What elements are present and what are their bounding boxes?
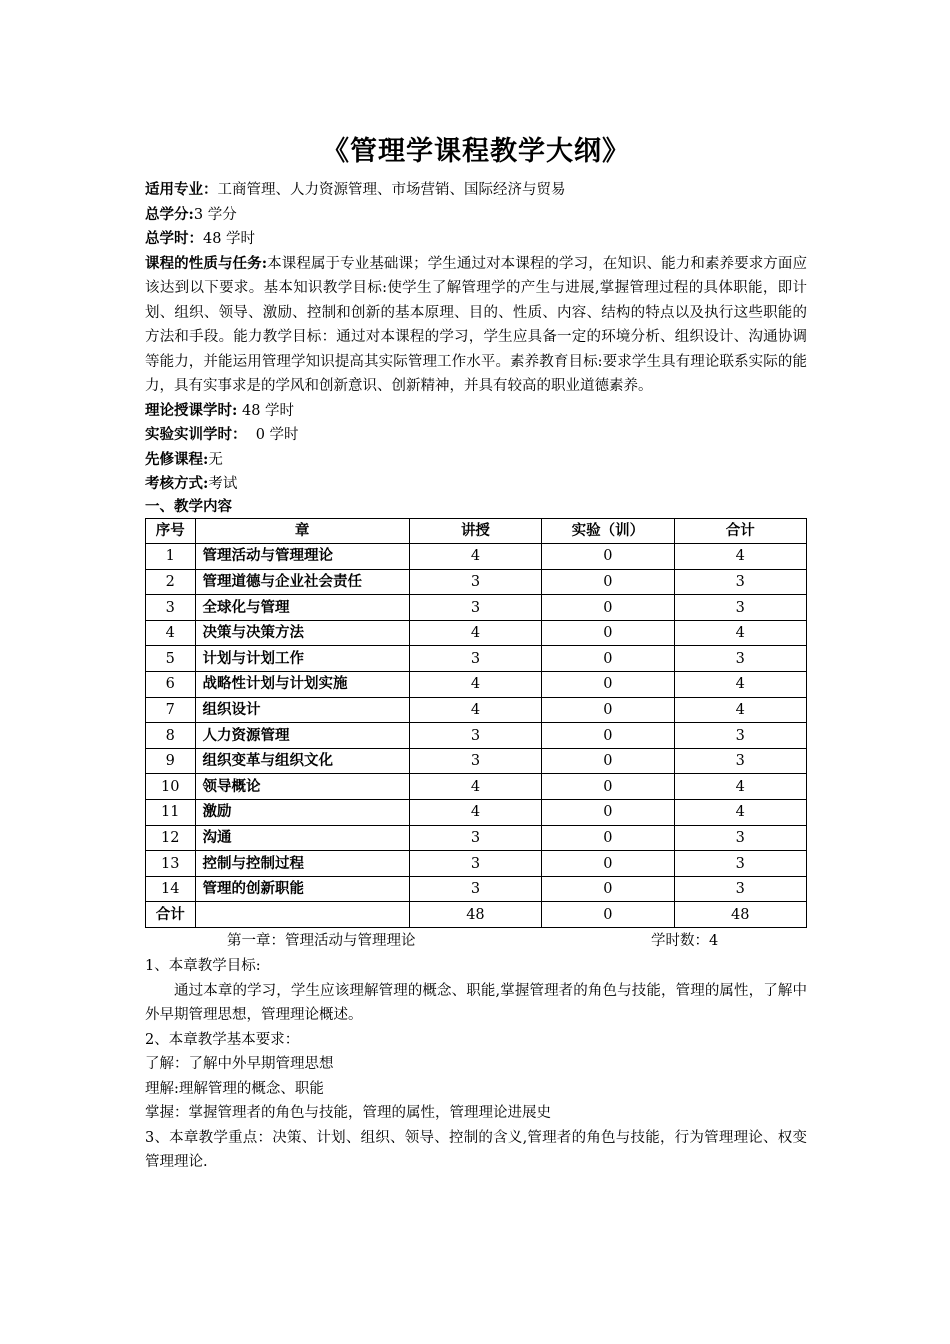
cell-lab: 0 — [542, 620, 674, 646]
table-row — [146, 697, 807, 723]
cell-index: 4 — [146, 620, 196, 646]
cell-lecture: 3 — [409, 646, 541, 672]
cell-index: 13 — [146, 851, 196, 877]
cell-lecture: 3 — [409, 748, 541, 774]
cell-chapter: 控制与控制过程 — [195, 851, 409, 877]
field-credits — [145, 203, 807, 228]
cell-total: 3 — [674, 876, 806, 902]
cell-chapter: 领导概论 — [195, 774, 409, 800]
cell-total: 3 — [674, 646, 806, 672]
cell-chapter: 决策与决策方法 — [195, 620, 409, 646]
field-prereq-label: 先修课程: — [145, 450, 209, 468]
chapter1-goal-text: 通过本章的学习，学生应该理解管理的概念、职能,掌握管理者的角色与技能，管理的属性，了解中外早期管理思想，管理理论概述。 — [145, 982, 807, 1023]
chapter1-req-understand: 理解:理解管理的概念、职能 — [145, 1080, 324, 1097]
cell-lab: 0 — [542, 800, 674, 826]
cell-lecture: 4 — [409, 544, 541, 570]
field-lab — [145, 423, 807, 448]
field-theory-value: 48 学时 — [237, 402, 295, 419]
field-major-value: 工商管理、人力资源管理、市场营销、国际经济与贸易 — [217, 182, 566, 198]
cell-chapter: 人力资源管理 — [195, 723, 409, 749]
cell-lab: 0 — [542, 672, 674, 698]
chapter1-req-know: 了解：了解中外早期管理思想 — [145, 1056, 334, 1072]
cell-index: 3 — [146, 595, 196, 621]
field-hours-label: 总学时： — [145, 230, 203, 247]
table-body — [146, 544, 807, 928]
chapter1-req-heading: 2、本章教学基本要求： — [145, 1031, 300, 1048]
cell-total: 3 — [674, 825, 806, 851]
cell-chapter: 组织设计 — [195, 697, 409, 723]
chapter1-key-points: 3、本章教学重点：决策、计划、组织、领导、控制的含义,管理者的角色与技能，行为管理理论、权变管理理论. — [145, 1129, 807, 1170]
table-row — [146, 544, 807, 570]
field-nature-label: 课程的性质与任务: — [145, 254, 268, 272]
field-assess-label: 考核方式: — [145, 475, 209, 492]
field-assess — [145, 472, 807, 497]
cell-index: 2 — [146, 569, 196, 595]
header-lab: 实验（训） — [542, 518, 674, 544]
cell-total: 4 — [674, 800, 806, 826]
cell-lecture: 3 — [409, 569, 541, 595]
table-row — [146, 723, 807, 749]
field-lab-label: 实验实训学时： — [145, 426, 247, 443]
cell-lab: 0 — [542, 595, 674, 621]
field-hours — [145, 227, 807, 252]
cell-chapter: 管理活动与管理理论 — [195, 544, 409, 570]
cell-chapter: 沟通 — [195, 825, 409, 851]
field-credits-value: 3 学分 — [193, 206, 237, 223]
field-hours-value: 48 学时 — [203, 231, 256, 247]
cell-lecture: 4 — [409, 672, 541, 698]
cell-total: 3 — [674, 748, 806, 774]
cell-index: 11 — [146, 800, 196, 826]
cell-index: 10 — [146, 774, 196, 800]
cell-index: 8 — [146, 723, 196, 749]
cell-lab: 0 — [542, 774, 674, 800]
cell-total: 4 — [674, 620, 806, 646]
cell-chapter: 管理的创新职能 — [195, 876, 409, 902]
cell-lecture: 3 — [409, 825, 541, 851]
table-row — [146, 672, 807, 698]
cell-total: 4 — [674, 697, 806, 723]
cell-index: 1 — [146, 544, 196, 570]
field-prereq-value: 无 — [208, 451, 223, 468]
cell-index: 5 — [146, 646, 196, 672]
table-row — [146, 774, 807, 800]
cell-lab: 0 — [542, 697, 674, 723]
field-major — [145, 178, 807, 203]
cell-index: 9 — [146, 748, 196, 774]
document-content — [145, 136, 807, 1175]
cell-index: 14 — [146, 876, 196, 902]
cell-lab: 0 — [542, 876, 674, 902]
field-theory-label: 理论授课学时: — [145, 401, 238, 419]
header-index: 序号 — [146, 518, 196, 544]
cell-index: 6 — [146, 672, 196, 698]
cell-chapter: 战略性计划与计划实施 — [195, 672, 409, 698]
cell-total: 4 — [674, 774, 806, 800]
table-row — [146, 620, 807, 646]
cell-total: 4 — [674, 672, 806, 698]
cell-lab: 0 — [542, 851, 674, 877]
cell-chapter: 管理道德与企业社会责任 — [195, 569, 409, 595]
table-row — [146, 748, 807, 774]
chapter1-title: 第一章：管理活动与管理理论 — [227, 933, 416, 949]
cell-lab: 0 — [542, 723, 674, 749]
table-row — [146, 825, 807, 851]
cell-lab: 0 — [542, 646, 674, 672]
cell-lab: 0 — [542, 544, 674, 570]
cell-lecture: 4 — [409, 800, 541, 826]
cell-total: 3 — [674, 723, 806, 749]
cell-lab: 0 — [542, 825, 674, 851]
cell-chapter: 全球化与管理 — [195, 595, 409, 621]
table-row — [146, 646, 807, 672]
chapter1-title-line — [145, 928, 807, 954]
cell-lab: 0 — [542, 748, 674, 774]
total-cell-lab: 0 — [542, 902, 674, 928]
header-chapter: 章 — [195, 518, 409, 544]
total-cell-index: 合计 — [146, 902, 196, 928]
teaching-content-table — [145, 518, 807, 929]
field-credits-label: 总学分: — [145, 205, 194, 223]
cell-lecture: 4 — [409, 774, 541, 800]
cell-index: 7 — [146, 697, 196, 723]
cell-lecture: 4 — [409, 620, 541, 646]
field-major-label: 适用专业： — [145, 181, 218, 198]
table-row — [146, 876, 807, 902]
field-nature-value: 本课程属于专业基础课；学生通过对本课程的学习，在知识、能力和素养要求方面应该达到以下要求。基本知识教学目标:使学生了解管理学的产生与进展,掌握管理过程的具体职能，即计划、组织、领导、激励、控制和创新的基本原理、目的、性质、内容、结构的特点以及执行这些职能的方法和手段。能力教学目标：通过对本课程的学习，学生应具备一定的环境分析、组织设计、沟通协调等能力，并能运用管理学知识提高其实际管理工作水平。素养教育目标:要求学生具有理论联系实际的能力，具有实事求是的学风和创新意识、创新精神，并具有较高的职业道德素养。 — [145, 255, 807, 394]
cell-chapter: 激励 — [195, 800, 409, 826]
chapter1-req-master: 掌握：掌握管理者的角色与技能，管理的属性，管理理论进展史 — [145, 1105, 551, 1121]
chapter1-hours: 学时数：4 — [651, 933, 719, 949]
cell-lab: 0 — [542, 569, 674, 595]
cell-lecture: 3 — [409, 723, 541, 749]
cell-total: 3 — [674, 569, 806, 595]
field-prereq — [145, 448, 807, 473]
cell-lecture: 3 — [409, 595, 541, 621]
header-total: 合计 — [674, 518, 806, 544]
table-row — [146, 595, 807, 621]
total-cell-lecture: 48 — [409, 902, 541, 928]
cell-lecture: 3 — [409, 876, 541, 902]
table-row — [146, 569, 807, 595]
cell-total: 4 — [674, 544, 806, 570]
cell-lecture: 3 — [409, 851, 541, 877]
table-row — [146, 800, 807, 826]
table-total-row — [146, 902, 807, 928]
table-row — [146, 851, 807, 877]
chapter1-goal-heading: 1、本章教学目标: — [145, 958, 261, 974]
field-assess-value: 考试 — [208, 476, 238, 492]
cell-index: 12 — [146, 825, 196, 851]
total-cell-total: 48 — [674, 902, 806, 928]
cell-total: 3 — [674, 851, 806, 877]
total-cell-chapter — [195, 902, 409, 928]
cell-chapter: 计划与计划工作 — [195, 646, 409, 672]
header-lecture: 讲授 — [409, 518, 541, 544]
field-theory — [145, 399, 807, 424]
field-lab-value: 0 学时 — [246, 427, 299, 443]
cell-total: 3 — [674, 595, 806, 621]
cell-chapter: 组织变革与组织文化 — [195, 748, 409, 774]
field-nature — [145, 252, 807, 399]
document-title: 《管理学课程教学大纲》 — [322, 136, 630, 167]
table-header-row — [146, 518, 807, 544]
section-teaching-content-heading: 一、教学内容 — [145, 497, 232, 515]
cell-lecture: 4 — [409, 697, 541, 723]
